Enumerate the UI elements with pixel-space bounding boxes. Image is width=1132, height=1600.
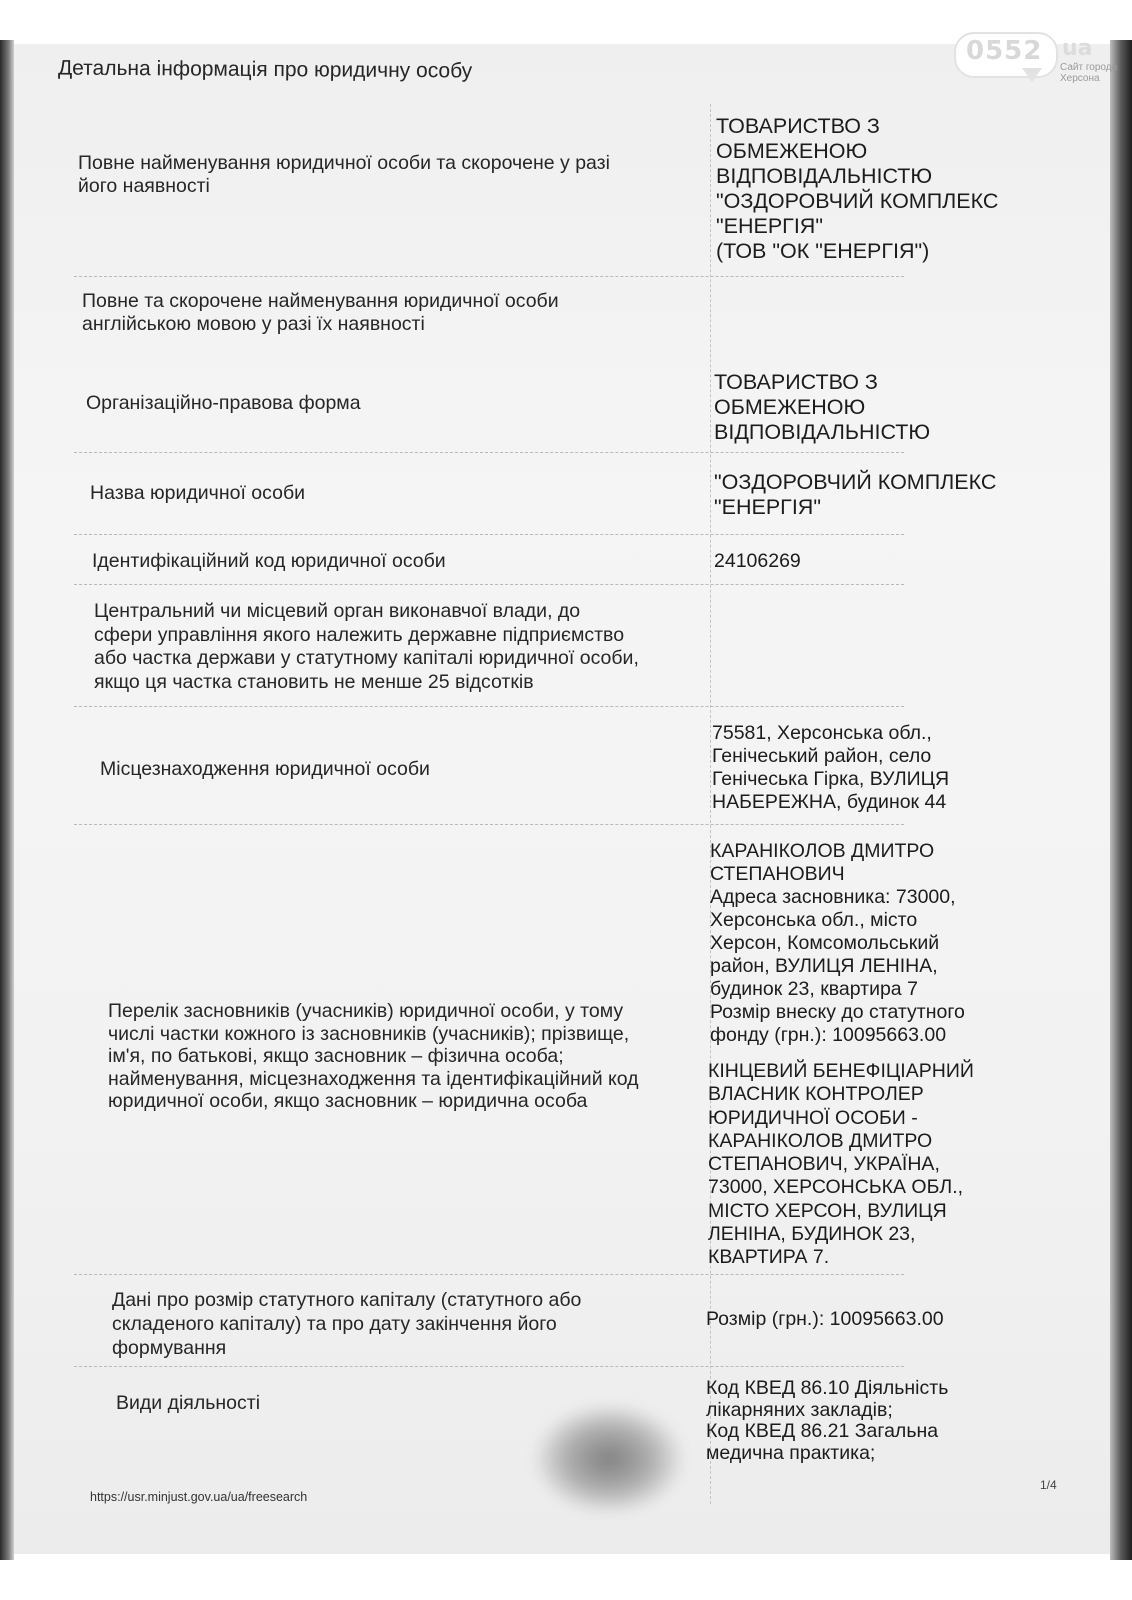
thumb-smudge (534, 1404, 684, 1514)
row-label-legal-form: Організаційно-правова форма (86, 392, 361, 414)
row-label-founders: Перелік засновників (учасників) юридичної особи, у тому числі частки кожного із засновників (учасників); прізвище, ім'я, по батькові, якщо засновник – фізична особа; найменування, місцезнаходження та ідентифікаційний код юридичної особи, якщо засновник – юридична особа (108, 1000, 639, 1112)
row-label-governing-authority: Центральний чи місцевий орган виконавчої влади, до сфери управління якого належить державне підприємство або частка держави у статутному капіталі юридичної особи, якщо ця частка становить не менше 25 відсотків (94, 600, 639, 693)
row-separator (74, 1274, 904, 1275)
watermark-number: 0552 (966, 36, 1043, 66)
row-label-english-name: Повне та скорочене найменування юридичної особи англійською мовою у разі їх наявності (82, 290, 559, 335)
row-separator (74, 534, 904, 535)
row-value-identification-code: 24106269 (714, 550, 801, 572)
row-value-entity-name: "ОЗДОРОВЧИЙ КОМПЛЕКС "ЕНЕРГІЯ" (714, 470, 997, 519)
row-label-authorized-capital: Дані про розмір статутного капіталу (статутного або складеного капіталу) та про дату закінчення його формування (112, 1289, 582, 1359)
watermark-tagline: Сайт города Херсона (1060, 62, 1118, 84)
row-label-location: Місцезнаходження юридичної особи (100, 758, 430, 780)
row-separator (74, 1366, 904, 1367)
row-separator (74, 452, 904, 453)
speech-bubble-tail-icon (1022, 68, 1042, 82)
row-value-location: 75581, Херсонська обл., Генічеський район, село Генічеська Гірка, ВУЛИЦЯ НАБЕРЕЖНА, будинок 44 (712, 722, 950, 813)
document-title: Детальна інформація про юридичну особу (57, 56, 473, 83)
row-separator (74, 824, 904, 825)
row-label-full-name: Повне найменування юридичної особи та скорочене у разі його наявності (78, 152, 610, 197)
row-separator (74, 584, 904, 585)
watermark-domain: ua (1062, 36, 1093, 61)
row-label-activities: Види діяльності (116, 1392, 261, 1414)
row-value-beneficial-owner: КІНЦЕВИЙ БЕНЕФІЦІАРНИЙ ВЛАСНИК КОНТРОЛЕР ЮРИДИЧНОЇ ОСОБИ - КАРАНІКОЛОВ ДМИТРО СТЕПАНОВИЧ, УКРАЇНА, 73000, ХЕРСОНСЬКА ОБЛ., МІСТО ХЕРСОН, ВУЛИЦЯ ЛЕНІНА, БУДИНОК 23, КВАРТИРА 7. (708, 1060, 974, 1269)
left-shadow-edge (0, 40, 14, 1560)
row-value-founder: КАРАНІКОЛОВ ДМИТРО СТЕПАНОВИЧ Адреса засновника: 73000, Херсонська обл., місто Херсон, Комсомольський район, ВУЛИЦЯ ЛЕНІНА, будинок 23, квартира 7 Розмір внеску до статутного фонду (грн.): 10095663.00 (710, 840, 965, 1046)
row-value-activities: Код КВЕД 86.10 Діяльність лікарняних закладів; Код КВЕД 86.21 Загальна медична практика; (706, 1377, 949, 1464)
footer-url: https://usr.minjust.gov.ua/ua/freesearch (90, 1490, 308, 1504)
row-value-full-name: ТОВАРИСТВО З ОБМЕЖЕНОЮ ВІДПОВІДАЛЬНІСТЮ "ОЗДОРОВЧИЙ КОМПЛЕКС "ЕНЕРГІЯ" (ТОВ "ОК "ЕНЕРГІЯ") (716, 114, 999, 263)
page-number: 1/4 (1040, 1478, 1057, 1492)
row-separator (74, 706, 904, 707)
row-value-authorized-capital: Розмір (грн.): 10095663.00 (706, 1308, 944, 1330)
row-label-identification-code: Ідентифікаційний код юридичної особи (92, 550, 446, 572)
right-shadow-edge (1110, 40, 1132, 1560)
document-sheet (14, 44, 1110, 1554)
row-value-legal-form: ТОВАРИСТВО З ОБМЕЖЕНОЮ ВІДПОВІДАЛЬНІСТЮ (714, 370, 931, 444)
row-separator (74, 276, 904, 277)
column-divider (710, 104, 711, 1504)
row-label-entity-name: Назва юридичної особи (90, 482, 306, 504)
site-watermark-logo (954, 30, 1118, 84)
